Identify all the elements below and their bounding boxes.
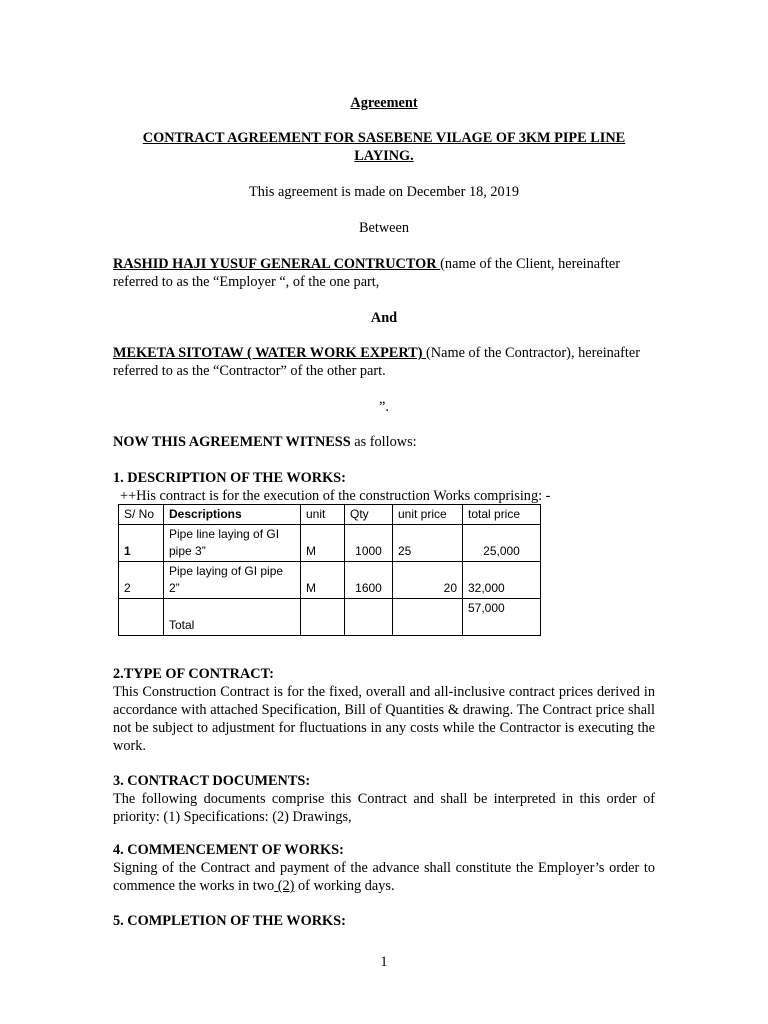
section4-body-pre: Signing of the Contract and payment of the advance shall constitute the Employer’s order to commence the works in two [113,860,655,894]
document-heading: Agreement [350,95,418,111]
section4-heading: 4. COMMENCEMENT OF WORKS: [113,842,344,858]
row1-qty: 1000 [345,525,393,562]
total-value: 57,000 [463,599,541,636]
witness-text: as follows: [350,434,417,450]
total-label: Total [164,599,301,636]
section2-heading: 2.TYPE OF CONTRACT: [113,666,274,682]
section3-heading: 3. CONTRACT DOCUMENTS: [113,773,311,789]
header-sno: S/ No [119,505,164,525]
page-number: 1 [380,954,388,970]
section4-body [113,859,655,895]
row2-sno: 2 [119,562,164,599]
header-unit-price: unit price [393,505,463,525]
header-qty: Qty [345,505,393,525]
employer-description: (name of the Client, hereinafter referred to as the “Employer “, of the one part, [113,256,620,290]
row1-desc: Pipe line laying of GI pipe 3” [164,525,301,562]
table-row [119,525,541,562]
agreement-date: This agreement is made on December 18, 2019 [249,184,519,200]
contractor-name: MEKETA SITOTAW ( WATER WORK EXPERT) [113,345,427,361]
row1-unit: M [301,525,345,562]
section4-body-post: of working days. [294,878,395,894]
header-unit: unit [301,505,345,525]
section4-days-number: (2) [274,878,295,894]
quote-mark: ”. [379,399,389,415]
table-row [119,562,541,599]
section2-body: This Construction Contract is for the fixed, overall and all-inclusive contract prices derived in accordance with attached Specification, Bill of Quantities & drawing. The Contract price shall not be subject to adjustment for fluctuations in any costs while the Contractor is executing the work. [113,684,655,754]
row2-unit-price: 20 [393,562,463,599]
total-unit-price-empty [393,599,463,636]
contractor-description: (Name of the Contractor), hereinafter referred to as the “Contractor” of the other part. [113,345,640,379]
row1-total-price: 25,000 [463,525,541,562]
section3-body: The following documents comprise this Contract and shall be interpreted in this order of priority: (1) Specifications: (2) Drawings, [113,791,655,825]
contract-title: CONTRACT AGREEMENT FOR SASEBENE VILAGE OF 3KM PIPE LINE LAYING. [142,130,626,164]
witness-line [113,433,655,451]
row2-total-price: 32,000 [463,562,541,599]
section1-heading: 1. DESCRIPTION OF THE WORKS: [113,470,346,486]
total-qty-empty [345,599,393,636]
section5-heading: 5. COMPLETION OF THE WORKS: [113,913,346,929]
between-label: Between [358,220,410,236]
total-unit-empty [301,599,345,636]
row2-desc: Pipe laying of GI pipe 2” [164,562,301,599]
employer-paragraph [113,255,655,291]
works-table [118,504,541,636]
header-descriptions: Descriptions [164,505,301,525]
contractor-paragraph [113,344,655,380]
employer-name: RASHID HAJI YUSUF GENERAL CONTRUCTOR [113,256,441,272]
header-total-price: total price [463,505,541,525]
section1-intro: ++His contract is for the execution of the construction Works comprising: - [120,488,551,504]
row1-unit-price: 25 [393,525,463,562]
and-label: And [370,310,398,326]
row2-unit: M [301,562,345,599]
table-total-row [119,599,541,636]
witness-bold: NOW THIS AGREEMENT WITNESS [113,434,351,450]
row1-sno: 1 [119,525,164,562]
table-header-row [119,505,541,525]
row2-qty: 1600 [345,562,393,599]
total-sno-empty [119,599,164,636]
